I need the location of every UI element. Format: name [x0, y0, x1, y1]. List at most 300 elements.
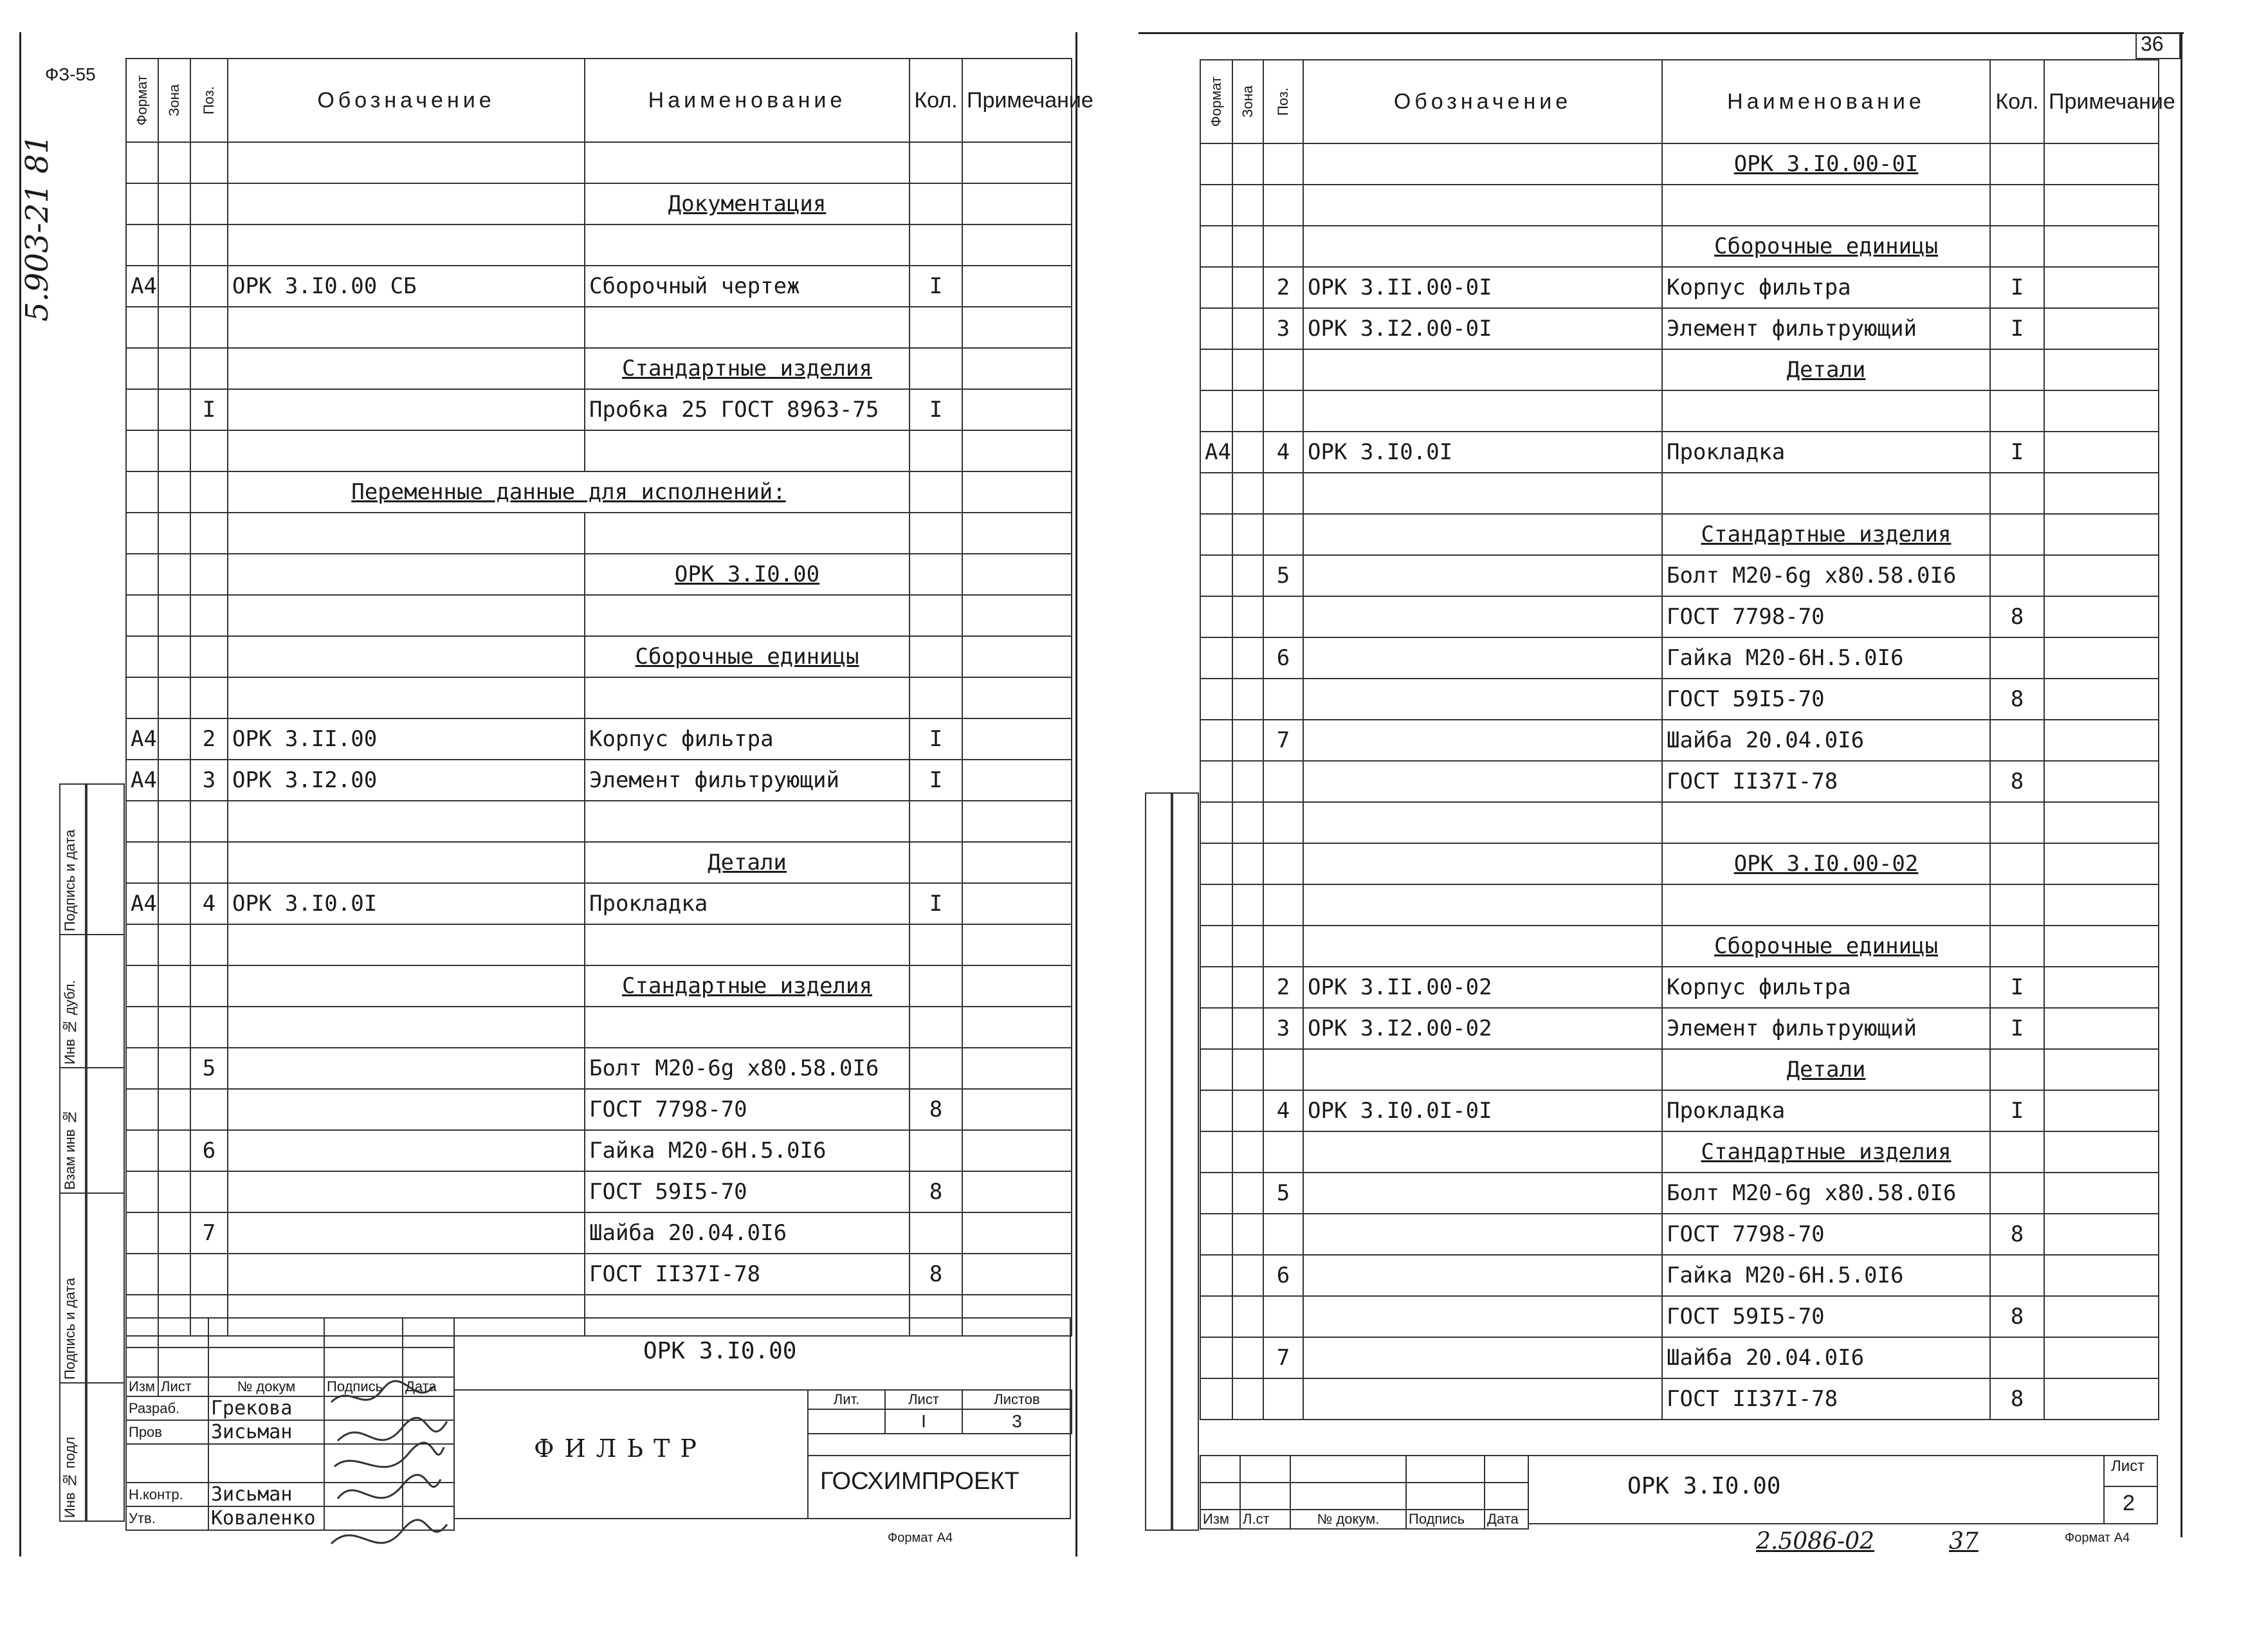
cell-designation	[1303, 390, 1662, 432]
cell-zone	[1232, 967, 1263, 1008]
cell-name: Стандартные изделия	[1662, 514, 1990, 555]
left-side-strip-inner	[86, 783, 125, 1522]
cell-name: Элемент фильтрующий	[1662, 308, 1990, 349]
cell-pos	[190, 595, 228, 636]
cell-qty: I	[910, 266, 962, 307]
cell-designation: ОРК 3.II.00-0I	[1303, 267, 1662, 308]
cell-name: Гайка М20-6Н.5.0I6	[1662, 637, 1990, 679]
cell-name: Шайба 20.04.0I6	[585, 1212, 910, 1254]
cell-designation	[228, 224, 585, 266]
side-label-divider	[59, 1521, 125, 1522]
spec-row	[1200, 1296, 2159, 1337]
cell-name	[1662, 802, 1990, 843]
cell-note	[962, 554, 1072, 595]
spec-row	[1200, 514, 2159, 555]
cell-name: Элемент фильтрующий	[585, 760, 910, 801]
cell-format	[126, 636, 158, 677]
cell-qty	[1990, 843, 2044, 884]
spec-row	[1200, 1337, 2159, 1378]
cell-pos: 6	[1263, 637, 1303, 679]
cell-zone	[1232, 1090, 1263, 1131]
cell-format	[126, 1130, 158, 1171]
cell-qty: 8	[1990, 1296, 2044, 1337]
cell-format	[126, 430, 158, 471]
stamp-role-0: Разраб.	[126, 1396, 208, 1420]
cell-qty	[910, 513, 962, 554]
cell-name: ОРК 3.I0.00-0I	[1662, 143, 1990, 185]
cell-name	[1662, 390, 1990, 432]
stamp-name-0: Грекова	[208, 1396, 324, 1420]
cell-pos: 5	[190, 1048, 228, 1089]
right-stamp-col-date: Дата	[1485, 1510, 1528, 1529]
cell-zone	[1232, 926, 1263, 967]
cell-format: А4	[1200, 432, 1232, 473]
cell-designation	[228, 1212, 585, 1254]
cell-pos	[1263, 1131, 1303, 1173]
cell-qty	[1990, 514, 2044, 555]
cell-pos: 3	[1263, 308, 1303, 349]
spec-row	[1200, 143, 2159, 185]
cell-pos	[190, 636, 228, 677]
cell-zone	[158, 1007, 190, 1048]
cell-note	[962, 1171, 1072, 1212]
right-header-qty: Кол.	[1990, 60, 2044, 143]
cell-zone	[158, 760, 190, 801]
cell-format	[1200, 802, 1232, 843]
cell-designation	[1303, 1173, 1662, 1214]
cell-qty: 8	[1990, 596, 2044, 637]
cell-qty: I	[1990, 267, 2044, 308]
cell-name: Стандартные изделия	[1662, 1131, 1990, 1173]
cell-name	[1662, 185, 1990, 226]
cell-zone	[158, 471, 190, 513]
cell-note	[2044, 1131, 2159, 1173]
cell-designation	[1303, 514, 1662, 555]
cell-qty	[1990, 1049, 2044, 1090]
cell-pos: 6	[190, 1130, 228, 1171]
cell-note	[962, 760, 1072, 801]
cell-zone	[1232, 1214, 1263, 1255]
stamp-name-3: Зисьман	[208, 1483, 324, 1506]
left-doc-code: ФЗ-55	[45, 64, 96, 84]
cell-pos	[190, 471, 228, 513]
left-stamp-title: ФИЛЬТР	[534, 1434, 707, 1463]
cell-name: Сборочные единицы	[585, 636, 910, 677]
cell-zone	[1232, 432, 1263, 473]
stamp-role-3: Н.контр.	[126, 1483, 208, 1506]
side-label-divider	[59, 934, 125, 935]
cell-name: Шайба 20.04.0I6	[1662, 1337, 1990, 1378]
cell-format	[126, 1171, 158, 1212]
right-stamp-sheet-label: Лист	[2111, 1457, 2145, 1475]
spec-row	[126, 1089, 1072, 1130]
cell-name: Элемент фильтрующий	[1662, 1008, 1990, 1049]
cell-note	[962, 636, 1072, 677]
cell-pos	[190, 677, 228, 718]
cell-note	[962, 389, 1072, 430]
cell-name	[585, 142, 910, 183]
spec-row	[126, 718, 1072, 760]
cell-format	[1200, 761, 1232, 802]
cell-qty: 8	[1990, 679, 2044, 720]
cell-designation	[228, 965, 585, 1007]
cell-zone	[1232, 1173, 1263, 1214]
cell-note	[962, 883, 1072, 924]
cell-note	[962, 718, 1072, 760]
cell-qty	[1990, 226, 2044, 267]
cell-note	[962, 513, 1072, 554]
cell-designation	[1303, 596, 1662, 637]
cell-pos	[190, 513, 228, 554]
cell-pos	[190, 183, 228, 224]
cell-designation	[1303, 843, 1662, 884]
spec-row	[1200, 473, 2159, 514]
cell-name: ОРК 3.I0.00	[585, 554, 910, 595]
spec-row	[1200, 843, 2159, 884]
stamp-sheet-value: I	[885, 1409, 962, 1434]
cell-pos	[1263, 761, 1303, 802]
cell-designation	[1303, 1296, 1662, 1337]
cell-note	[2044, 1008, 2159, 1049]
stamp-role-1: Пров	[126, 1420, 208, 1444]
spec-row	[126, 677, 1072, 718]
cell-note	[2044, 432, 2159, 473]
right-stamp-sheet-value-box	[2103, 1486, 2158, 1487]
cell-note	[2044, 1049, 2159, 1090]
left-spec-table	[125, 58, 1093, 1337]
cell-format	[1200, 1173, 1232, 1214]
cell-qty	[1990, 1131, 2044, 1173]
cell-designation: ОРК 3.I0.0I	[1303, 432, 1662, 473]
cell-pos	[190, 307, 228, 348]
cell-format	[126, 554, 158, 595]
cell-name	[585, 1007, 910, 1048]
cell-zone	[1232, 802, 1263, 843]
cell-designation	[228, 1089, 585, 1130]
cell-designation	[228, 924, 585, 965]
spec-row	[1200, 679, 2159, 720]
cell-pos	[1263, 679, 1303, 720]
cell-note	[2044, 720, 2159, 761]
cell-designation	[1303, 473, 1662, 514]
cell-note	[962, 183, 1072, 224]
spec-row	[1200, 185, 2159, 226]
cell-pos	[190, 1254, 228, 1295]
spec-row	[1200, 1049, 2159, 1090]
cell-format	[1200, 390, 1232, 432]
cell-zone	[1232, 1049, 1263, 1090]
cell-zone	[1232, 143, 1263, 185]
stamp-col-list: Лист	[158, 1377, 208, 1396]
spec-row	[126, 595, 1072, 636]
stamp-sheets-label: Листов	[962, 1390, 1072, 1409]
cell-designation	[1303, 349, 1662, 390]
spec-row	[1200, 1255, 2159, 1296]
cell-zone	[158, 677, 190, 718]
cell-zone	[158, 636, 190, 677]
cell-name: Болт М20-6g х80.58.0I6	[1662, 1173, 1990, 1214]
cell-qty	[1990, 555, 2044, 596]
cell-pos	[1263, 926, 1303, 967]
spec-row	[1200, 1173, 2159, 1214]
cell-pos	[1263, 884, 1303, 926]
cell-designation	[1303, 637, 1662, 679]
spec-row	[126, 307, 1072, 348]
cell-note	[2044, 1378, 2159, 1420]
cell-designation	[1303, 926, 1662, 967]
cell-zone	[158, 142, 190, 183]
cell-format	[1200, 1214, 1232, 1255]
right-header-note: Примечание	[2044, 60, 2159, 143]
cell-pos	[190, 430, 228, 471]
cell-note	[2044, 802, 2159, 843]
cell-format	[1200, 555, 1232, 596]
side-label: Взам инв №	[62, 1109, 78, 1190]
cell-format	[1200, 1296, 1232, 1337]
spec-row	[1200, 802, 2159, 843]
cell-zone	[158, 266, 190, 307]
cell-zone	[158, 348, 190, 389]
left-stamp-designation: ОРК 3.I0.00	[643, 1338, 797, 1364]
cell-qty	[910, 1130, 962, 1171]
cell-qty	[1990, 1255, 2044, 1296]
right-sheet-right-line	[2181, 32, 2182, 1537]
cell-zone	[1232, 596, 1263, 637]
spec-row	[1200, 555, 2159, 596]
cell-qty	[910, 1048, 962, 1089]
cell-note	[962, 1048, 1072, 1089]
spec-row	[1200, 226, 2159, 267]
cell-format	[126, 1089, 158, 1130]
cell-qty: 8	[1990, 1378, 2044, 1420]
cell-pos: 4	[190, 883, 228, 924]
cell-pos: 7	[190, 1212, 228, 1254]
right-header-zone: Зона	[1232, 60, 1263, 143]
cell-zone	[158, 1089, 190, 1130]
cell-designation	[228, 1130, 585, 1171]
cell-designation	[1303, 679, 1662, 720]
spec-row	[126, 883, 1072, 924]
cell-note	[2044, 1214, 2159, 1255]
left-header-note: Примечание	[962, 59, 1072, 142]
cell-designation	[228, 595, 585, 636]
cell-qty	[910, 801, 962, 842]
cell-format	[1200, 884, 1232, 926]
cell-zone	[1232, 1131, 1263, 1173]
cell-format	[1200, 185, 1232, 226]
cell-qty	[910, 1212, 962, 1254]
cell-designation	[228, 1048, 585, 1089]
cell-name: Прокладка	[585, 883, 910, 924]
cell-pos	[190, 554, 228, 595]
cell-name: Корпус фильтра	[1662, 267, 1990, 308]
cell-name	[585, 677, 910, 718]
cell-qty: I	[910, 718, 962, 760]
cell-note	[962, 307, 1072, 348]
cell-note	[2044, 267, 2159, 308]
cell-zone	[158, 183, 190, 224]
cell-name: Детали	[1662, 1049, 1990, 1090]
stamp-name-1: Зисьман	[208, 1420, 324, 1444]
cell-qty: I	[910, 883, 962, 924]
right-header-format: Формат	[1200, 60, 1232, 143]
cell-pos	[190, 924, 228, 965]
cell-name: Гайка М20-6Н.5.0I6	[1662, 1255, 1990, 1296]
cell-name: Детали	[585, 842, 910, 883]
cell-designation	[228, 348, 585, 389]
cell-pos: 2	[1263, 267, 1303, 308]
cell-pos	[190, 842, 228, 883]
cell-pos	[190, 348, 228, 389]
cell-format	[1200, 308, 1232, 349]
spec-row	[1200, 596, 2159, 637]
cell-format	[1200, 1090, 1232, 1131]
cell-format	[1200, 143, 1232, 185]
cell-name: ГОСТ II37I-78	[1662, 1378, 1990, 1420]
cell-pos: 3	[190, 760, 228, 801]
cell-zone	[1232, 1296, 1263, 1337]
cell-format	[1200, 637, 1232, 679]
cell-note	[962, 965, 1072, 1007]
signature-scribbles	[325, 1376, 453, 1582]
cell-note	[962, 801, 1072, 842]
cell-qty: 8	[910, 1254, 962, 1295]
cell-designation	[1303, 1049, 1662, 1090]
cell-format	[1200, 926, 1232, 967]
cell-name: ГОСТ 59I5-70	[1662, 679, 1990, 720]
cell-zone	[1232, 761, 1263, 802]
cell-format	[126, 1212, 158, 1254]
cell-pos	[1263, 473, 1303, 514]
cell-designation	[1303, 1255, 1662, 1296]
cell-note	[2044, 349, 2159, 390]
cell-name: ГОСТ 7798-70	[1662, 1214, 1990, 1255]
cell-format	[1200, 514, 1232, 555]
cell-designation	[228, 1171, 585, 1212]
left-header-name: Наименование	[585, 59, 910, 142]
cell-pos: 2	[1263, 967, 1303, 1008]
right-stamp-designation: ОРК 3.I0.00	[1627, 1473, 1781, 1499]
cell-name: Корпус фильтра	[585, 718, 910, 760]
cell-note	[962, 842, 1072, 883]
cell-zone	[158, 224, 190, 266]
cell-note	[2044, 884, 2159, 926]
cell-pos	[1263, 1296, 1303, 1337]
right-side-strip-inner	[1172, 792, 1199, 1531]
cell-qty	[1990, 720, 2044, 761]
cell-qty	[1990, 473, 2044, 514]
cell-format	[126, 842, 158, 883]
spec-row	[126, 266, 1072, 307]
left-album-code: 5.903-21 81	[19, 134, 55, 322]
cell-pos	[1263, 596, 1303, 637]
spec-row	[1200, 884, 2159, 926]
cell-name: Стандартные изделия	[585, 348, 910, 389]
cell-note	[962, 471, 1072, 513]
spec-row	[1200, 926, 2159, 967]
cell-pos: 4	[1263, 1090, 1303, 1131]
cell-zone	[158, 842, 190, 883]
cell-qty	[910, 554, 962, 595]
spec-row	[126, 513, 1072, 554]
cell-format	[1200, 1049, 1232, 1090]
spec-row	[126, 842, 1072, 883]
spec-row	[126, 1212, 1072, 1254]
cell-pos	[190, 1089, 228, 1130]
cell-name	[585, 307, 910, 348]
cell-note	[962, 142, 1072, 183]
left-header-format: Формат	[126, 59, 158, 142]
cell-note	[2044, 390, 2159, 432]
spec-row	[1200, 432, 2159, 473]
stamp-col-date: Дата	[403, 1377, 454, 1396]
cell-qty	[1990, 185, 2044, 226]
cell-format	[1200, 967, 1232, 1008]
cell-zone	[158, 924, 190, 965]
right-spec-table	[1200, 59, 2175, 1420]
cell-note	[2044, 308, 2159, 349]
cell-qty	[910, 430, 962, 471]
cell-designation: ОРК 3.II.00-02	[1303, 967, 1662, 1008]
cell-zone	[158, 801, 190, 842]
cell-zone	[1232, 349, 1263, 390]
cell-format	[1200, 1378, 1232, 1420]
cell-note	[2044, 143, 2159, 185]
side-label: Инв № дубл.	[62, 980, 78, 1064]
cell-pos	[190, 1171, 228, 1212]
cell-note	[2044, 967, 2159, 1008]
right-stamp-col-izm: Изм	[1200, 1510, 1240, 1529]
cell-format	[126, 1048, 158, 1089]
spec-row	[126, 1130, 1072, 1171]
cell-designation	[228, 842, 585, 883]
cell-note	[962, 924, 1072, 965]
cell-note	[2044, 226, 2159, 267]
cell-format	[126, 348, 158, 389]
cell-pos	[1263, 390, 1303, 432]
right-side-strip	[1145, 792, 1172, 1531]
spec-row	[1200, 267, 2159, 308]
cell-note	[2044, 1255, 2159, 1296]
right-stamp-main-box	[1528, 1455, 2158, 1524]
spec-row	[126, 389, 1072, 430]
cell-name	[585, 924, 910, 965]
cell-format	[126, 142, 158, 183]
cell-qty	[910, 307, 962, 348]
cell-note	[962, 1007, 1072, 1048]
cell-designation	[228, 1007, 585, 1048]
right-format-note: Формат А4	[2065, 1531, 2130, 1545]
cell-format	[1200, 226, 1232, 267]
cell-qty: 8	[1990, 1214, 2044, 1255]
cell-designation	[1303, 720, 1662, 761]
left-header-pos: Поз.	[190, 59, 228, 142]
cell-pos	[190, 965, 228, 1007]
cell-zone	[1232, 843, 1263, 884]
cell-note	[962, 430, 1072, 471]
cell-format	[126, 183, 158, 224]
cell-qty	[1990, 1337, 2044, 1378]
stamp-col-izm: Изм	[126, 1377, 158, 1396]
cell-pos	[190, 142, 228, 183]
cell-format	[1200, 679, 1232, 720]
cell-format	[126, 965, 158, 1007]
cell-qty	[1990, 802, 2044, 843]
right-sheet-top-line	[1139, 32, 2184, 34]
cell-pos	[1263, 802, 1303, 843]
cell-note	[2044, 637, 2159, 679]
spec-row	[1200, 761, 2159, 802]
